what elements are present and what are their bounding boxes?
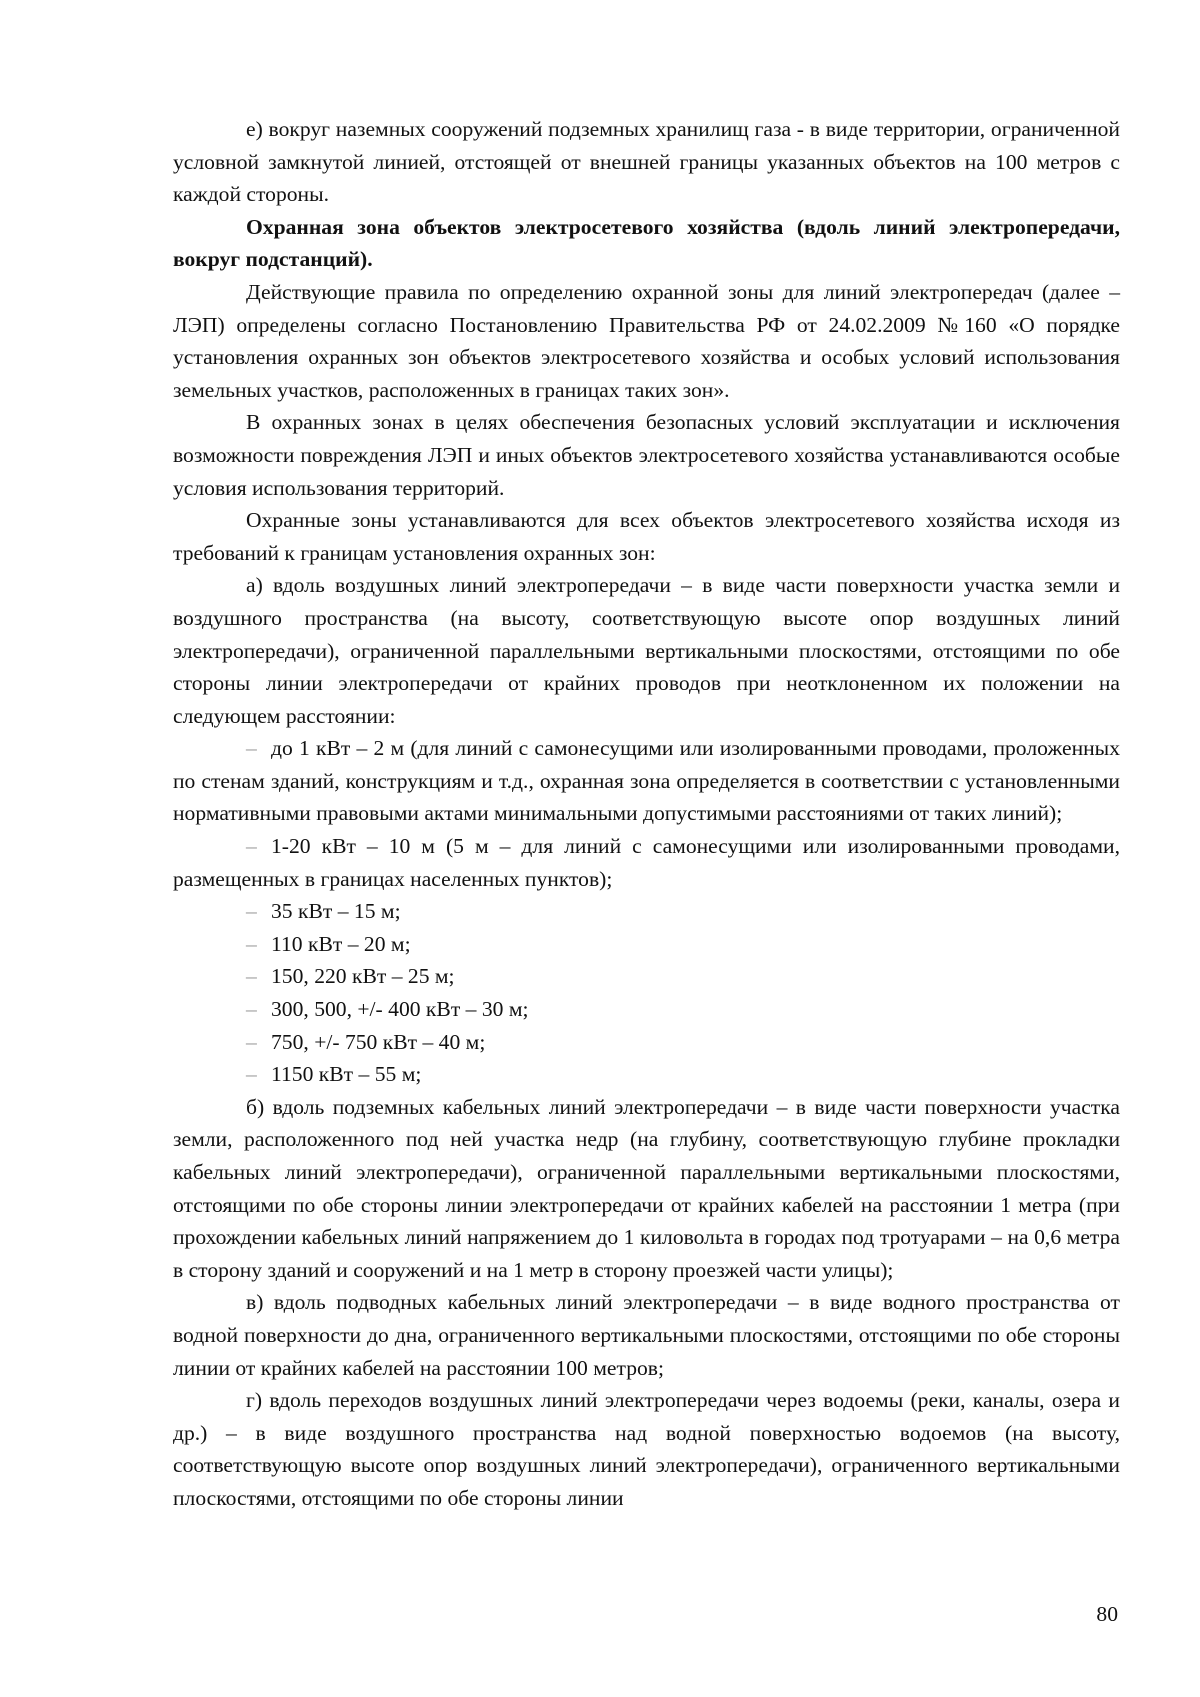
list-item bbox=[173, 830, 1120, 895]
list-item-text: 750, +/- 750 кВт – 40 м; bbox=[271, 1029, 486, 1054]
dash-marker: – bbox=[246, 997, 257, 1022]
list-item bbox=[173, 993, 1120, 1026]
list-item-text: 150, 220 кВт – 25 м; bbox=[271, 964, 455, 989]
list-item bbox=[173, 960, 1120, 993]
paragraph-zones-established: Охранные зоны устанавливаются для всех объектов электросетевого хозяйства исходя из требований к границам установления охранных зон: bbox=[173, 508, 1120, 565]
list-item-text: 1-20 кВт – 10 м (5 м – для линий с самонесущими или изолированными проводами, размещенных в границах населенных пунктов); bbox=[173, 834, 1120, 891]
list-item-text: 300, 500, +/- 400 кВт – 30 м; bbox=[271, 997, 529, 1022]
paragraph-item-v: в) вдоль подводных кабельных линий электропередачи – в виде водного пространства от водной поверхности до дна, ограниченного вертикальными плоскостями, отстоящими по обе стороны линии от крайних кабелей на расстоянии 100 метров; bbox=[173, 1290, 1120, 1380]
dash-marker: – bbox=[246, 899, 257, 924]
list-item-text: 35 кВт – 15 м; bbox=[271, 899, 401, 924]
paragraph-item-e: е) вокруг наземных сооружений подземных хранилищ газа - в виде территории, ограниченной условной замкнутой линией, отстоящей от внешней границы указанных объектов на 100 метров с каждой стороны. bbox=[173, 117, 1120, 207]
paragraph-item-a: а) вдоль воздушных линий электропередачи – в виде части поверхности участка земли и воздушного пространства (на высоту, соответствующую высоте опор воздушных линий электропередачи), ограниченной параллельными вертикальными плоскостями, отстоящими по обе стороны линии электропередачи от крайних проводов при неотклоненном их положении на следующем расстоянии: bbox=[173, 573, 1120, 728]
document-body bbox=[173, 113, 1120, 1515]
list-item bbox=[173, 1026, 1120, 1059]
paragraph-item-b: б) вдоль подземных кабельных линий электропередачи – в виде части поверхности участка земли, расположенного под ней участка недр (на глубину, соответствующую глубине прокладки кабельных линий электропередачи), ограниченной параллельными вертикальными плоскостями, отстоящими по обе стороны линии электропередачи от крайних кабелей на расстоянии 1 метра (при прохождении кабельных линий напряжением до 1 киловольта в городах под тротуарами – на 0,6 метра в сторону зданий и сооружений и на 1 метр в сторону проезжей части улицы); bbox=[173, 1094, 1120, 1282]
paragraph-special-conditions: В охранных зонах в целях обеспечения безопасных условий эксплуатации и исключения возможности повреждения ЛЭП и иных объектов электросетевого хозяйства устанавливаются особые условия использования территорий. bbox=[173, 410, 1120, 500]
list-item bbox=[173, 928, 1120, 961]
dash-marker: – bbox=[246, 1029, 257, 1054]
list-item bbox=[173, 1058, 1120, 1091]
list-item-text: 110 кВт – 20 м; bbox=[271, 931, 411, 956]
dash-marker: – bbox=[246, 1062, 257, 1087]
list-item bbox=[173, 732, 1120, 830]
dash-marker: – bbox=[246, 964, 257, 989]
list-item-text: до 1 кВт – 2 м (для линий с самонесущими или изолированными проводами, проложенных по стенам зданий, конструкциям и т.д., охранная зона определяется в соответствии с установленными нормативными правовыми актами минимальными допустимыми расстояниями от таких линий); bbox=[173, 736, 1120, 826]
dash-marker: – bbox=[246, 834, 257, 859]
dash-marker: – bbox=[246, 931, 257, 956]
list-item-text: 1150 кВт – 55 м; bbox=[271, 1062, 422, 1087]
dash-marker: – bbox=[246, 736, 257, 761]
page-number: 80 bbox=[1096, 1602, 1118, 1626]
paragraph-item-g: г) вдоль переходов воздушных линий электропередачи через водоемы (реки, каналы, озера и др.) – в виде воздушного пространства над водной поверхностью водоемов (на высоту, соответствующую высоте опор воздушных линий электропередачи), ограниченного вертикальными плоскостями, отстоящими по обе стороны линии bbox=[173, 1388, 1120, 1510]
section-heading: Охранная зона объектов электросетевого хозяйства (вдоль линий электропередачи, вокруг подстанций). bbox=[173, 214, 1120, 272]
paragraph-rules: Действующие правила по определению охранной зоны для линий электропередач (далее – ЛЭП) определены согласно Постановлению Правительства РФ от 24.02.2009 №160 «О порядке установления охранных зон объектов электросетевого хозяйства и особых условий использования земельных участков, расположенных в границах таких зон». bbox=[173, 279, 1120, 402]
list-item bbox=[173, 895, 1120, 928]
